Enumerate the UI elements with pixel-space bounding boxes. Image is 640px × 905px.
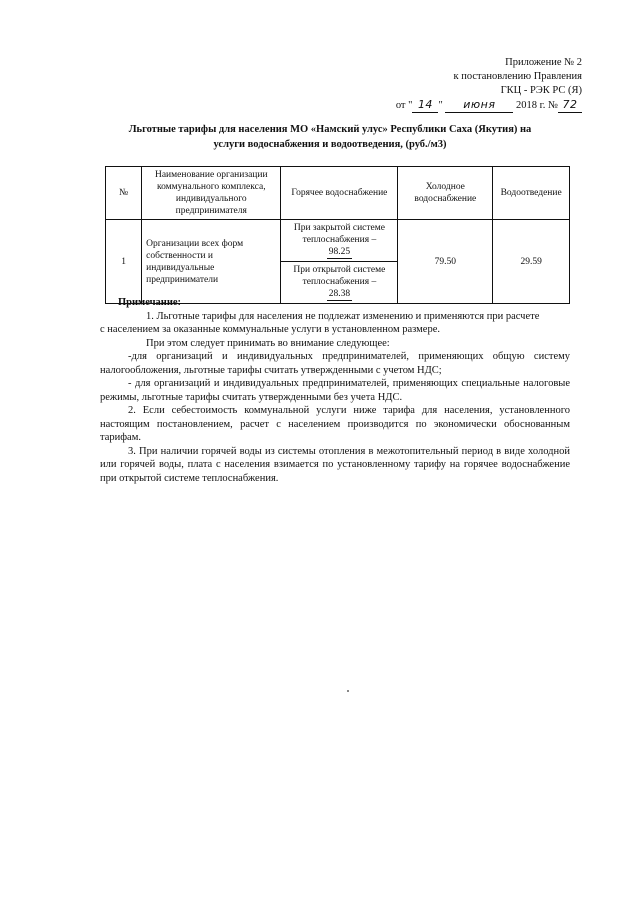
note-intro: При этом следует принимать во внимание следующее: <box>146 337 390 349</box>
appendix-header <box>322 56 582 114</box>
resolution-date-line: от " 14 " июня 2018 г. № 72 <box>322 98 582 114</box>
notes-title: Примечание: <box>118 297 182 308</box>
header-num: № <box>106 167 142 220</box>
hot-closed-value: 98.25 <box>328 247 351 257</box>
hot-open-label: При открытой системе теплоснабжения – <box>293 265 386 287</box>
scan-speck <box>347 690 349 692</box>
date-month: июня <box>445 98 513 113</box>
tariff-table <box>105 166 570 304</box>
row-name: Организации всех форм собственности и индивидуальные предприниматели <box>142 220 281 304</box>
document-title <box>100 122 560 152</box>
date-prefix: от <box>395 100 406 111</box>
appendix-authority: ГКЦ - РЭК РС (Я) <box>500 85 582 96</box>
row-drain: 29.59 <box>493 220 570 304</box>
date-day: 14 <box>412 98 438 113</box>
title-line-1: Льготные тарифы для населения МО «Намский улус» Республики Саха (Якутия) на <box>128 124 532 135</box>
note-1-continued: с населением за оказанные коммунальные услуги в установленном размере. <box>100 324 440 335</box>
note-3: 3. При наличии горячей воды из системы отопления в межотопительный период в виде холодной или горячей воды, плата с населения взимается по установленному тарифу на горячее водоснабжение при открытой системе теплоснабжения. <box>100 445 570 484</box>
hot-closed-label: При закрытой системе теплоснабжения – <box>293 223 385 245</box>
table-header-row <box>106 167 570 220</box>
header-cold: Холодное водоснабжение <box>398 167 493 220</box>
date-year: 2018 г. № <box>515 100 558 111</box>
note-2: 2. Если себестоимость коммунальной услуги ниже тарифа для населения, установленного настоящим постановлением, расчет с населением производится по экономически обоснованным тарифам. <box>100 405 570 443</box>
note-vat-general: -для организаций и индивидуальных предпринимателей, применяющих общую систему налогообложения, льготные тарифы считать утвержденными с учетом НДС; <box>100 351 570 376</box>
note-1: 1. Льготные тарифы для населения не подлежат изменению и применяются при расчете <box>146 310 540 322</box>
notes-section <box>100 296 570 485</box>
resolution-number: 72 <box>558 98 582 113</box>
header-drain: Водоотведение <box>493 167 570 220</box>
row-cold: 79.50 <box>398 220 493 304</box>
header-hot: Горячее водоснабжение <box>281 167 398 220</box>
note-vat-special: - для организаций и индивидуальных предпринимателей, применяющих специальные налоговые режимы, льготные тарифы считать утвержденными без учета НДС. <box>100 378 570 403</box>
header-name: Наименование организации коммунального комплекса, индивидуального предпринимателя <box>142 167 281 220</box>
table-row <box>106 220 570 304</box>
row-hot <box>281 220 398 304</box>
appendix-number: Приложение № 2 <box>505 57 582 68</box>
row-num: 1 <box>106 220 142 304</box>
hot-open-value: 28.38 <box>328 289 351 299</box>
hot-closed-system <box>281 220 397 262</box>
appendix-resolution: к постановлению Правления <box>453 71 582 82</box>
title-line-2: услуги водоснабжения и водоотведения, (руб./м3) <box>213 139 447 150</box>
